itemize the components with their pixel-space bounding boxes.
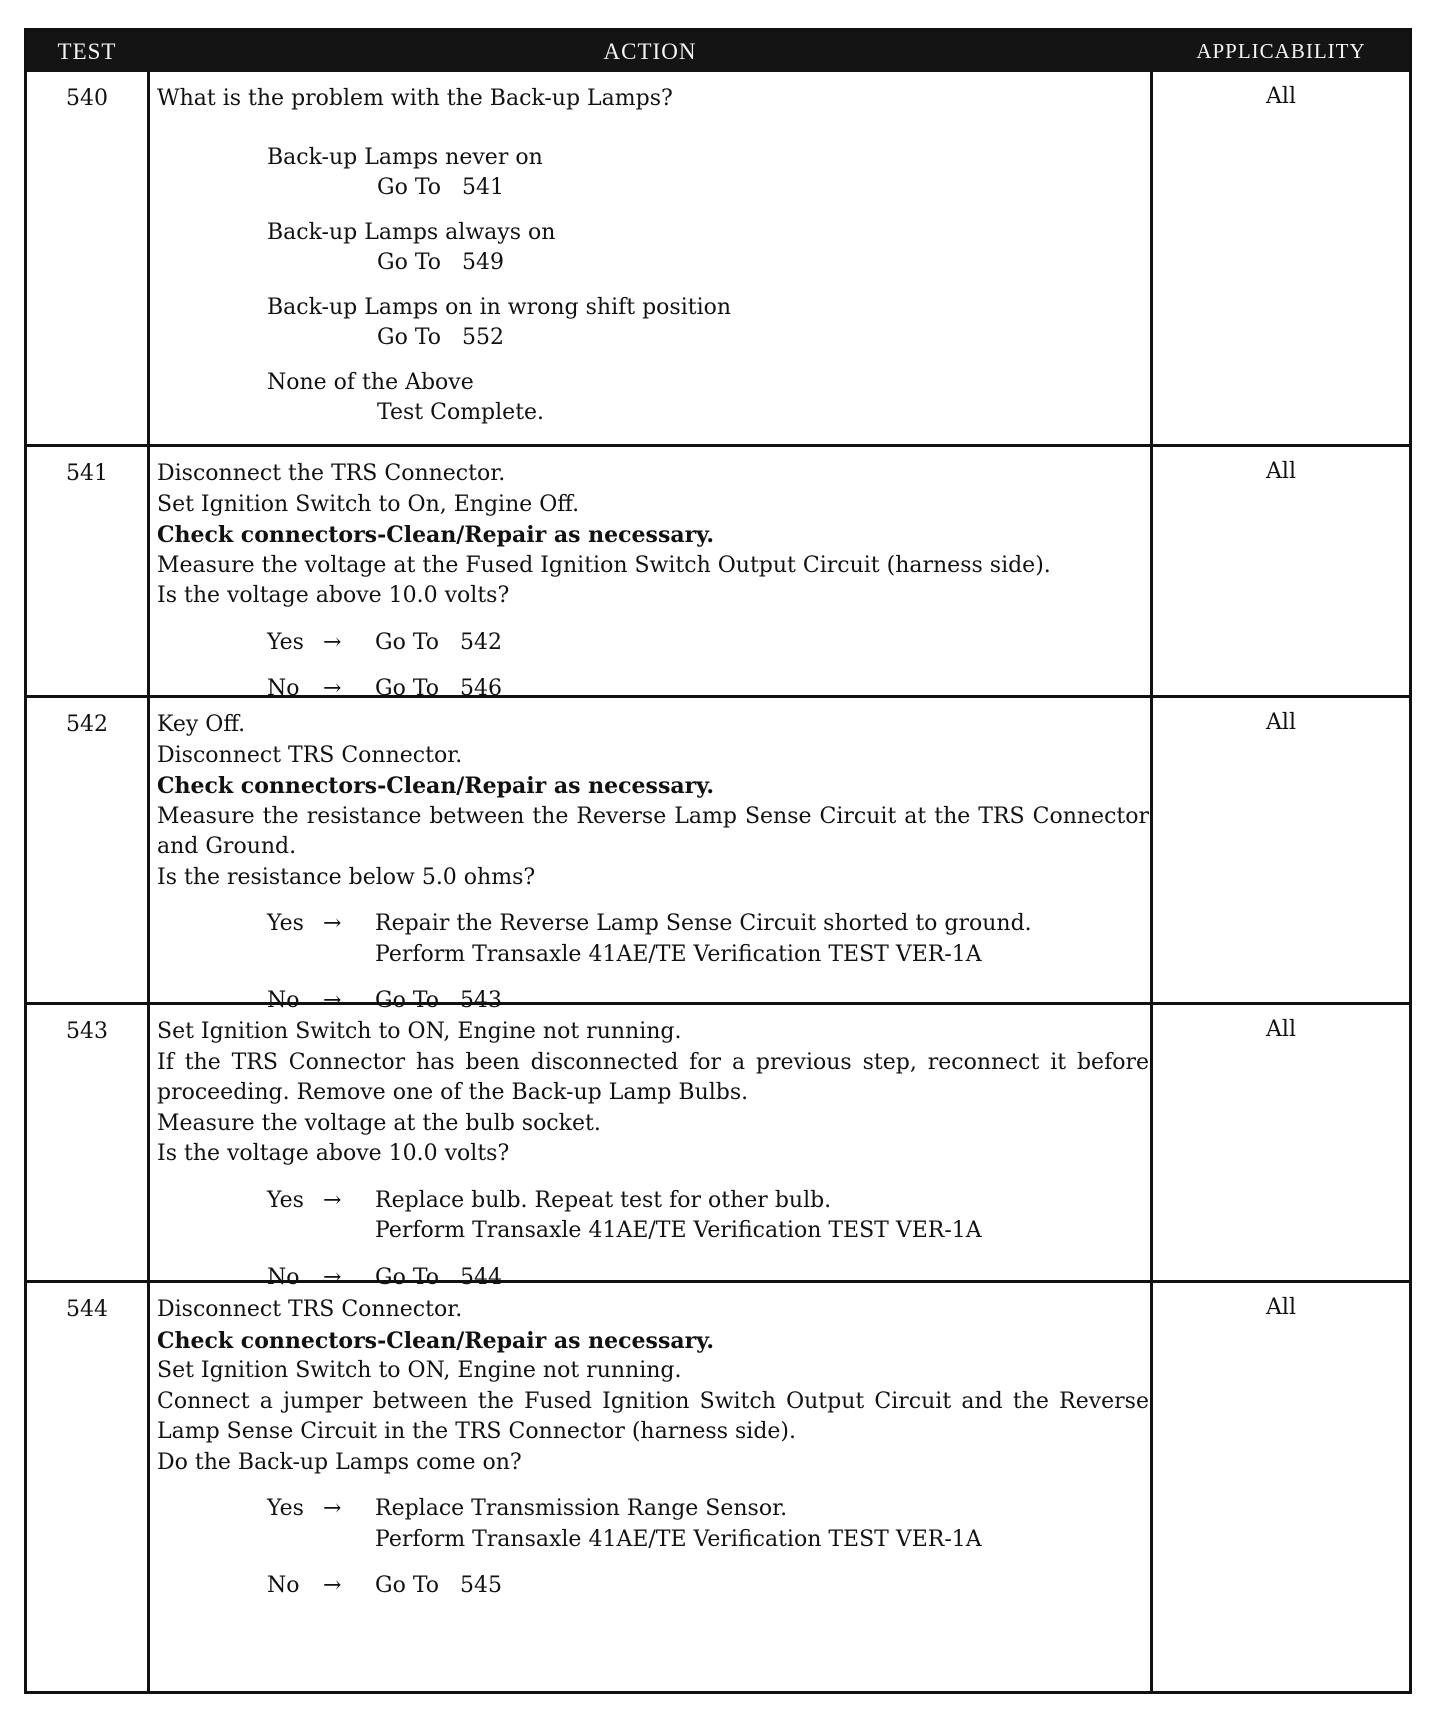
yes-branch: Yes → Repair the Reverse Lamp Sense Circuit shorted to ground. Perform Transaxle 41AE/TE Verification TEST VER-1A — [267, 911, 1032, 967]
test-number: 540 — [66, 86, 108, 111]
no-branch: No → Go To 546 — [267, 676, 502, 701]
test-row-541 — [27, 444, 1409, 701]
choice-none: None of the Above Test Complete. — [267, 369, 545, 425]
choice-never-on: Back-up Lamps never on Go To 541 — [267, 144, 543, 200]
action-cell — [157, 84, 1149, 429]
diagnostic-table — [24, 28, 1412, 1694]
header-applicability: APPLICABILITY — [1196, 39, 1366, 63]
action-cell: Disconnect TRS Connector. Check connectors-Clean/Repair as necessary. Set Ignition Switch to ON, Engine not running. Connect a jumper between the Fused Ignition Switch Output Circuit and the Reverse Lamp Sense Circuit in the TRS Connector (harness side). Do the Back-up Lamps come on? Yes → Replace Transmission Range Sensor. Perform Transaxle 41AE/TE Verification TEST VER-1A No → Go To 545 — [157, 1295, 1149, 1602]
applicability-value: All — [1266, 1295, 1296, 1320]
column-divider-action — [1150, 72, 1153, 1691]
test-number: 544 — [66, 1297, 108, 1322]
yes-branch: Yes → Go To 542 — [267, 629, 502, 655]
choice-wrong-shift: Back-up Lamps on in wrong shift position Go To 552 — [267, 294, 732, 350]
question-text: What is the problem with the Back-up Lamps? — [157, 86, 673, 111]
test-row-544 — [27, 1280, 1409, 1691]
test-row-543 — [27, 1002, 1409, 1290]
column-divider-test — [147, 72, 150, 1691]
header-action: ACTION — [603, 39, 697, 64]
applicability-value: All — [1266, 459, 1296, 484]
test-row-542 — [27, 695, 1409, 1013]
applicability-value: All — [1266, 84, 1296, 109]
action-cell: Set Ignition Switch to ON, Engine not running. If the TRS Connector has been disconnected for a previous step, reconnect it before proceeding. Remove one of the Back-up Lamp Bulbs. Measure the voltage at the bulb socket. Is the voltage above 10.0 volts? Yes → Replace bulb. Repeat test for other bulb. Perform Transaxle 41AE/TE Verification TEST VER-1A No → Go To 544 — [157, 1017, 1149, 1293]
test-row-540 — [27, 72, 1409, 444]
test-number: 542 — [66, 712, 108, 737]
choice-always-on: Back-up Lamps always on Go To 549 — [267, 219, 556, 275]
applicability-value: All — [1266, 710, 1296, 735]
yes-branch: Yes → Replace bulb. Repeat test for other bulb. Perform Transaxle 41AE/TE Verification TEST VER-1A — [267, 1187, 982, 1243]
test-number: 543 — [66, 1019, 108, 1044]
applicability-value: All — [1266, 1017, 1296, 1042]
test-number: 541 — [66, 461, 108, 486]
no-branch: No → Go To 543 — [267, 988, 502, 1013]
no-branch: No → Go To 544 — [267, 1264, 502, 1290]
header-test: TEST — [57, 39, 117, 64]
no-branch: No → Go To 545 — [267, 1573, 502, 1598]
action-cell: Key Off. Disconnect TRS Connector. Check connectors-Clean/Repair as necessary. Measure the resistance between the Reverse Lamp Sense Circuit at the TRS Connector and Ground. Is the resistance below 5.0 ohms? Yes → Repair the Reverse Lamp Sense Circuit shorted to ground. Perform Transaxle 41AE/TE Verification TEST VER-1A No → Go To 543 — [157, 710, 1149, 1017]
table-header — [27, 31, 1409, 72]
action-cell: Disconnect the TRS Connector. Set Ignition Switch to On, Engine Off. Check connectors-Clean/Repair as necessary. Measure the voltage at the Fused Ignition Switch Output Circuit (harness side). Is the voltage above 10.0 volts? Yes → Go To 542 No → Go To 546 — [157, 459, 1149, 705]
yes-branch: Yes → Replace Transmission Range Sensor. Perform Transaxle 41AE/TE Verification TEST VER-1A — [267, 1496, 982, 1552]
